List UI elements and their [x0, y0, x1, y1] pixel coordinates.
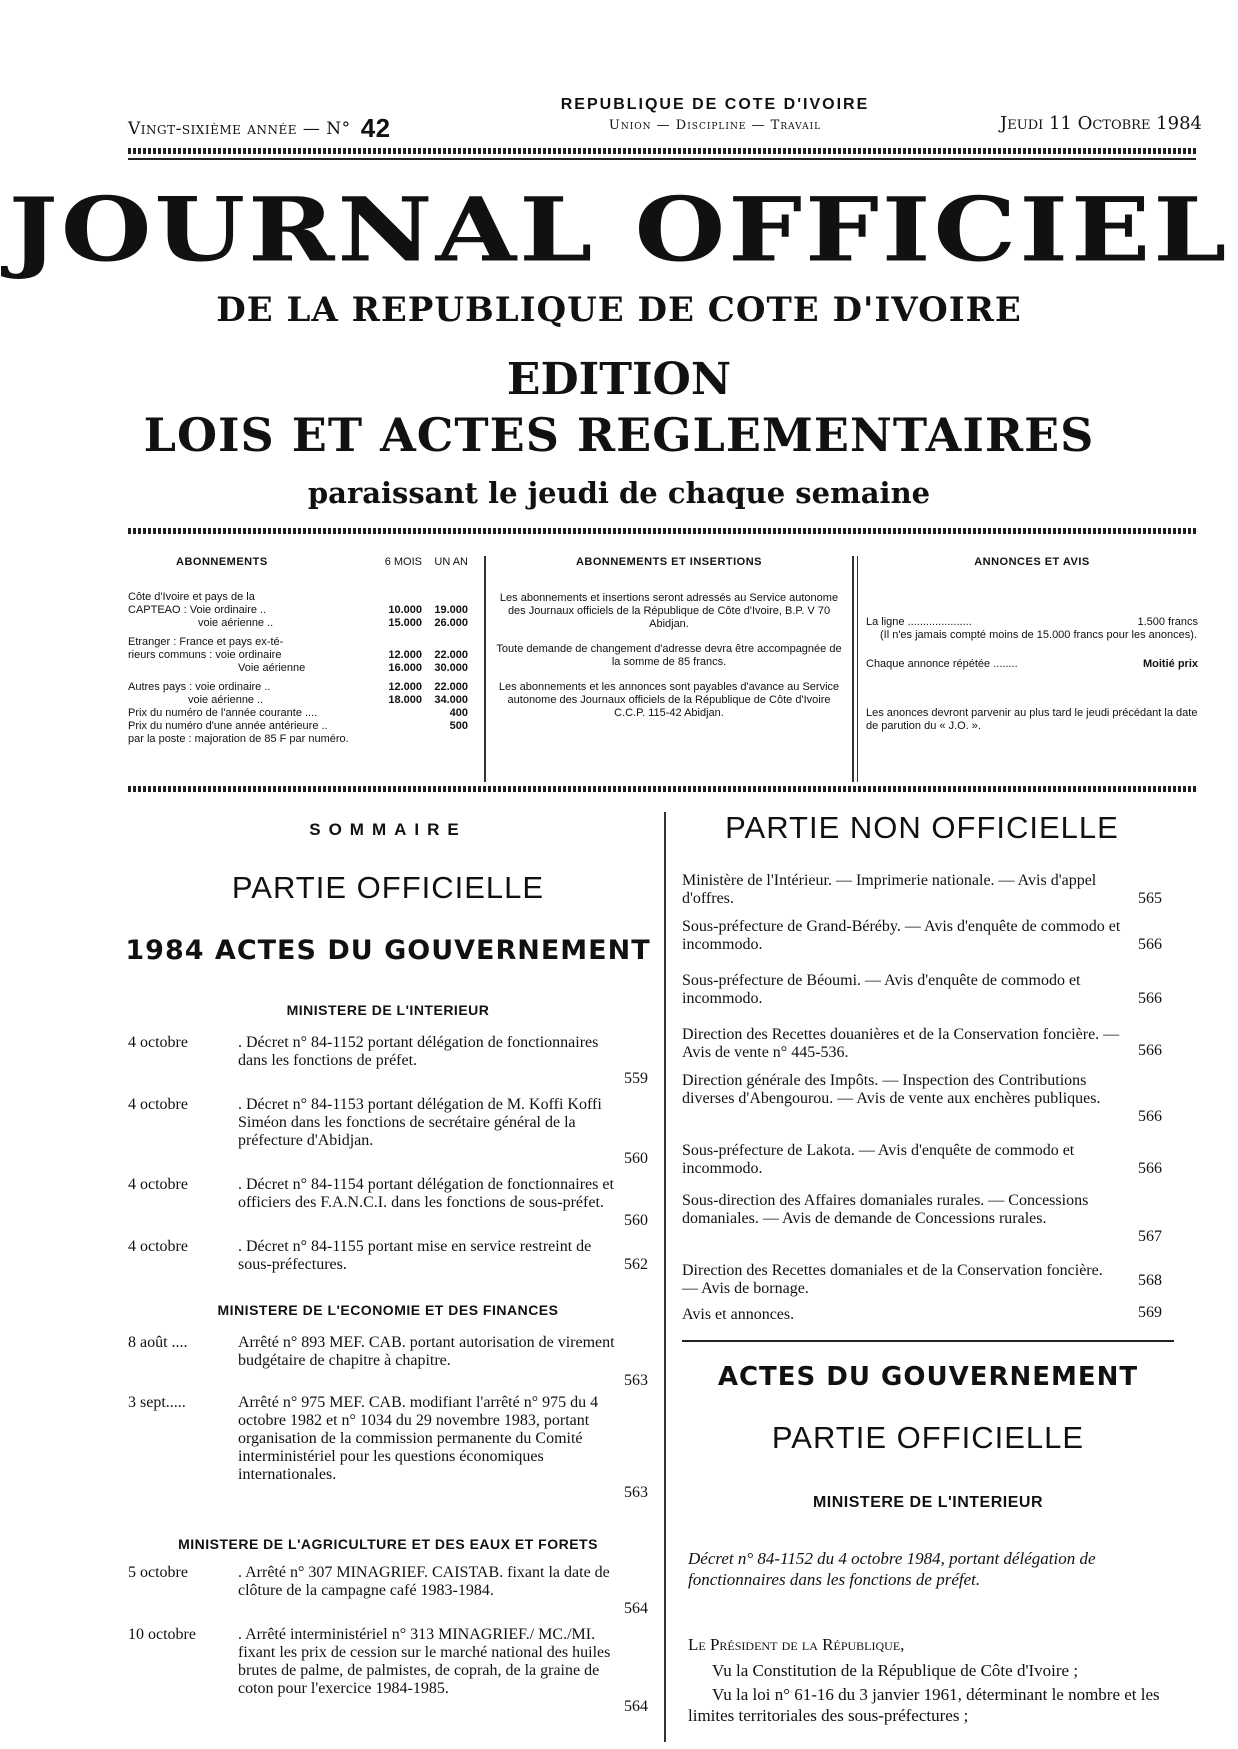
- subscriptions-heading: ABONNEMENTS: [176, 556, 268, 568]
- rate-row: voie aérienne .. 18.000 34.000: [188, 694, 468, 706]
- box-divider: [852, 556, 854, 782]
- partie-officielle-heading: PARTIE OFFICIELLE: [771, 1420, 1085, 1455]
- sommaire-entry: 4 octobre . Décret n° 84-1154 portant délégation de fonctionnaires et officiers des F.A.N.C.I. dans les fonctions de sous-préfet. 560: [128, 1176, 648, 1229]
- journal-subtitle: DE LA REPUBLIQUE DE COTE D'IVOIRE: [216, 290, 1022, 330]
- partie-officielle-heading: PARTIE OFFICIELLE: [231, 870, 545, 905]
- sommaire-entry: 4 octobre . Décret n° 84-1153 portant délégation de M. Koffi Koffi Siméon dans les fonctions de secrétaire général de la préfecture d'Abidjan. 560: [128, 1096, 648, 1167]
- national-motto: Union — Discipline — Travail: [608, 118, 822, 133]
- annonce-deadline: Les anonces devront parvenir au plus tard le jeudi précédant la date de parution du « J.O. ».: [866, 707, 1198, 732]
- top-rule: [128, 148, 1196, 154]
- annonces-heading: ANNONCES ET AVIS: [974, 556, 1090, 568]
- ministry-heading: MINISTERE DE L'INTERIEUR: [812, 1494, 1044, 1511]
- col-6mois: 6 MOIS: [384, 556, 422, 568]
- republic-name: REPUBLIQUE DE COTE D'IVOIRE: [560, 96, 870, 113]
- sommaire-entry: Direction générale des Impôts. — Inspection des Contributions diverses d'Abengourou. — Avis de vente aux enchères publiques. 566: [682, 1072, 1162, 1125]
- column-divider: [664, 812, 666, 1742]
- partie-non-officielle-heading: PARTIE NON OFFICIELLE: [725, 810, 1119, 845]
- subscriptions-block: [128, 556, 468, 746]
- rate-row: Voie aérienne 16.000 30.000: [238, 662, 468, 674]
- annonce-line-rate: La ligne ..................... 1.500 francs: [866, 616, 1198, 628]
- box-divider: [857, 556, 858, 782]
- sommaire-entry: Direction des Recettes douanières et de la Conservation foncière. — Avis de vente n° 445-536. 566: [682, 1026, 1162, 1061]
- insertions-block: [494, 556, 844, 720]
- rate-row: CAPTEAO : Voie ordinaire .. 10.000 19.000: [128, 604, 468, 616]
- top-rule-line: [128, 158, 1196, 160]
- issue-info: [128, 113, 391, 144]
- sommaire-entry: 8 août .... Arrêté n° 893 MEF. CAB. portant autorisation de virement budgétaire de chapitre à chapitre. 563: [128, 1334, 648, 1389]
- insertions-payment: Les abonnements et les annonces sont payables d'avance au Service autonome des Journaux officiels de la République de Côte d'Ivoire C.C.P. 115-42 Abidjan.: [498, 681, 840, 719]
- ministry-heading: MINISTERE DE L'AGRICULTURE ET DES EAUX ET FORETS: [178, 1536, 598, 1552]
- sommaire-entry: 10 octobre . Arrêté interministériel n° 313 MINAGRIEF./ MC./MI. fixant les prix de cession sur le marché national des huiles brutes de palme, de palmistes, de coprah, de la graine de coton pour l'exercice 1984-1985. 564: [128, 1626, 648, 1715]
- rate-row: Prix du numéro d'une année antérieure .. 500: [128, 720, 468, 732]
- rate-row: voie aérienne .. 15.000 26.000: [198, 617, 468, 629]
- decree-president: Le Président de la République,: [688, 1635, 905, 1654]
- box-divider: [484, 556, 486, 782]
- decree-title: Décret n° 84-1152 du 4 octobre 1984, portant délégation de fonctionnaires dans les fonctions de préfet.: [688, 1549, 1096, 1589]
- sommaire-entry: Ministère de l'Intérieur. — Imprimerie nationale. — Avis d'appel d'offres. 565: [682, 872, 1162, 907]
- issue-number: 42: [360, 113, 391, 143]
- rate-row: Autres pays : voie ordinaire .. 12.000 22.000: [128, 681, 468, 693]
- publication-frequency: paraissant le jeudi de chaque semaine: [307, 476, 931, 510]
- annonce-repeat-rate: Chaque annonce répétée ........ Moitié prix: [866, 658, 1198, 670]
- journal-title: JOURNAL OFFICIEL: [8, 177, 1230, 282]
- edition-label: EDITION: [506, 354, 732, 405]
- decree-vu-1: Vu la Constitution de la République de Côte d'Ivoire ;: [712, 1661, 1079, 1680]
- rate-row: rieurs communs : voie ordinaire 12.000 22.000: [128, 649, 468, 661]
- annonces-block: [866, 556, 1198, 733]
- insertions-address-change: Toute demande de changement d'adresse devra être accompagnée de la somme de 85 francs.: [496, 643, 842, 668]
- annonce-minimum-note: (Il n'es jamais compté moins de 15.000 francs pour les anonces).: [880, 629, 1197, 641]
- rate-row: Côte d'Ivoire et pays de la: [128, 591, 255, 603]
- col-1an: UN AN: [434, 556, 468, 568]
- actes-gouvernement-heading: ACTES DU GOUVERNEMENT: [717, 1362, 1139, 1392]
- sommaire-entry: 4 octobre . Décret n° 84-1155 portant mise en service restreint de sous-préfectures. 562: [128, 1238, 648, 1273]
- sommaire-entry: Sous-préfecture de Béoumi. — Avis d'enquête de commodo et incommodo. 566: [682, 972, 1162, 1007]
- rate-row: par la poste : majoration de 85 F par numéro.: [128, 733, 349, 745]
- sommaire-entry: 4 octobre . Décret n° 84-1152 portant délégation de fonctionnaires dans les fonctions de préfet. 559: [128, 1034, 648, 1087]
- insertions-heading: ABONNEMENTS ET INSERTIONS: [575, 556, 763, 568]
- sommaire-heading: SOMMAIRE: [309, 820, 467, 839]
- box-top-rule: [128, 528, 1198, 534]
- section-rule: [682, 1340, 1174, 1342]
- sommaire-entry: Avis et annonces. 569: [682, 1304, 1162, 1323]
- ministry-heading: MINISTERE DE L'INTERIEUR: [286, 1002, 490, 1018]
- rate-row: Etranger : France et pays ex-té-: [128, 636, 284, 648]
- insertions-address: Les abonnements et insertions seront adressés au Service autonome des Journaux officiels de la République de Côte d'Ivoire, B.P. V 70 Abidjan.: [499, 592, 839, 630]
- sommaire-entry: Direction des Recettes domaniales et de la Conservation foncière. — Avis de bornage. 568: [682, 1262, 1162, 1297]
- sommaire-entry: Sous-préfecture de Grand-Béréby. — Avis d'enquête de commodo et incommodo. 566: [682, 918, 1162, 953]
- republic-block: [530, 96, 900, 133]
- edition-name: LOIS ET ACTES REGLEMENTAIRES: [143, 408, 1095, 462]
- subscription-rates: [128, 591, 468, 746]
- decree-vu-2: Vu la loi n° 61-16 du 3 janvier 1961, déterminant le nombre et les limites territoriales des sous-préfectures ;: [688, 1685, 1160, 1725]
- actes-gouvernement-heading: 1984 ACTES DU GOUVERNEMENT: [125, 935, 651, 966]
- sommaire-entry: Sous-direction des Affaires domaniales rurales. — Concessions domaniales. — Avis de demande de Concessions rurales. 567: [682, 1192, 1162, 1245]
- issue-date: Jeudi 11 Octobre 1984: [1000, 113, 1202, 134]
- ministry-heading: MINISTERE DE L'ECONOMIE ET DES FINANCES: [217, 1302, 559, 1318]
- year-label: Vingt-sixième année — N°: [128, 119, 351, 139]
- sommaire-entry: 5 octobre . Arrêté n° 307 MINAGRIEF. CAISTAB. fixant la date de clôture de la campagne café 1983-1984. 564: [128, 1564, 648, 1617]
- box-bottom-rule: [128, 786, 1198, 792]
- rate-row: Prix du numéro de l'année courante .... 400: [128, 707, 468, 719]
- sommaire-entry: 3 sept..... Arrêté n° 975 MEF. CAB. modifiant l'arrêté n° 975 du 4 octobre 1982 et n° 1034 du 29 novembre 1983, portant organisation de la commission permanente du Comité interministériel pour les questions économiques internationales. 563: [128, 1394, 648, 1501]
- sommaire-entry: Sous-préfecture de Lakota. — Avis d'enquête de commodo et incommodo. 566: [682, 1142, 1162, 1177]
